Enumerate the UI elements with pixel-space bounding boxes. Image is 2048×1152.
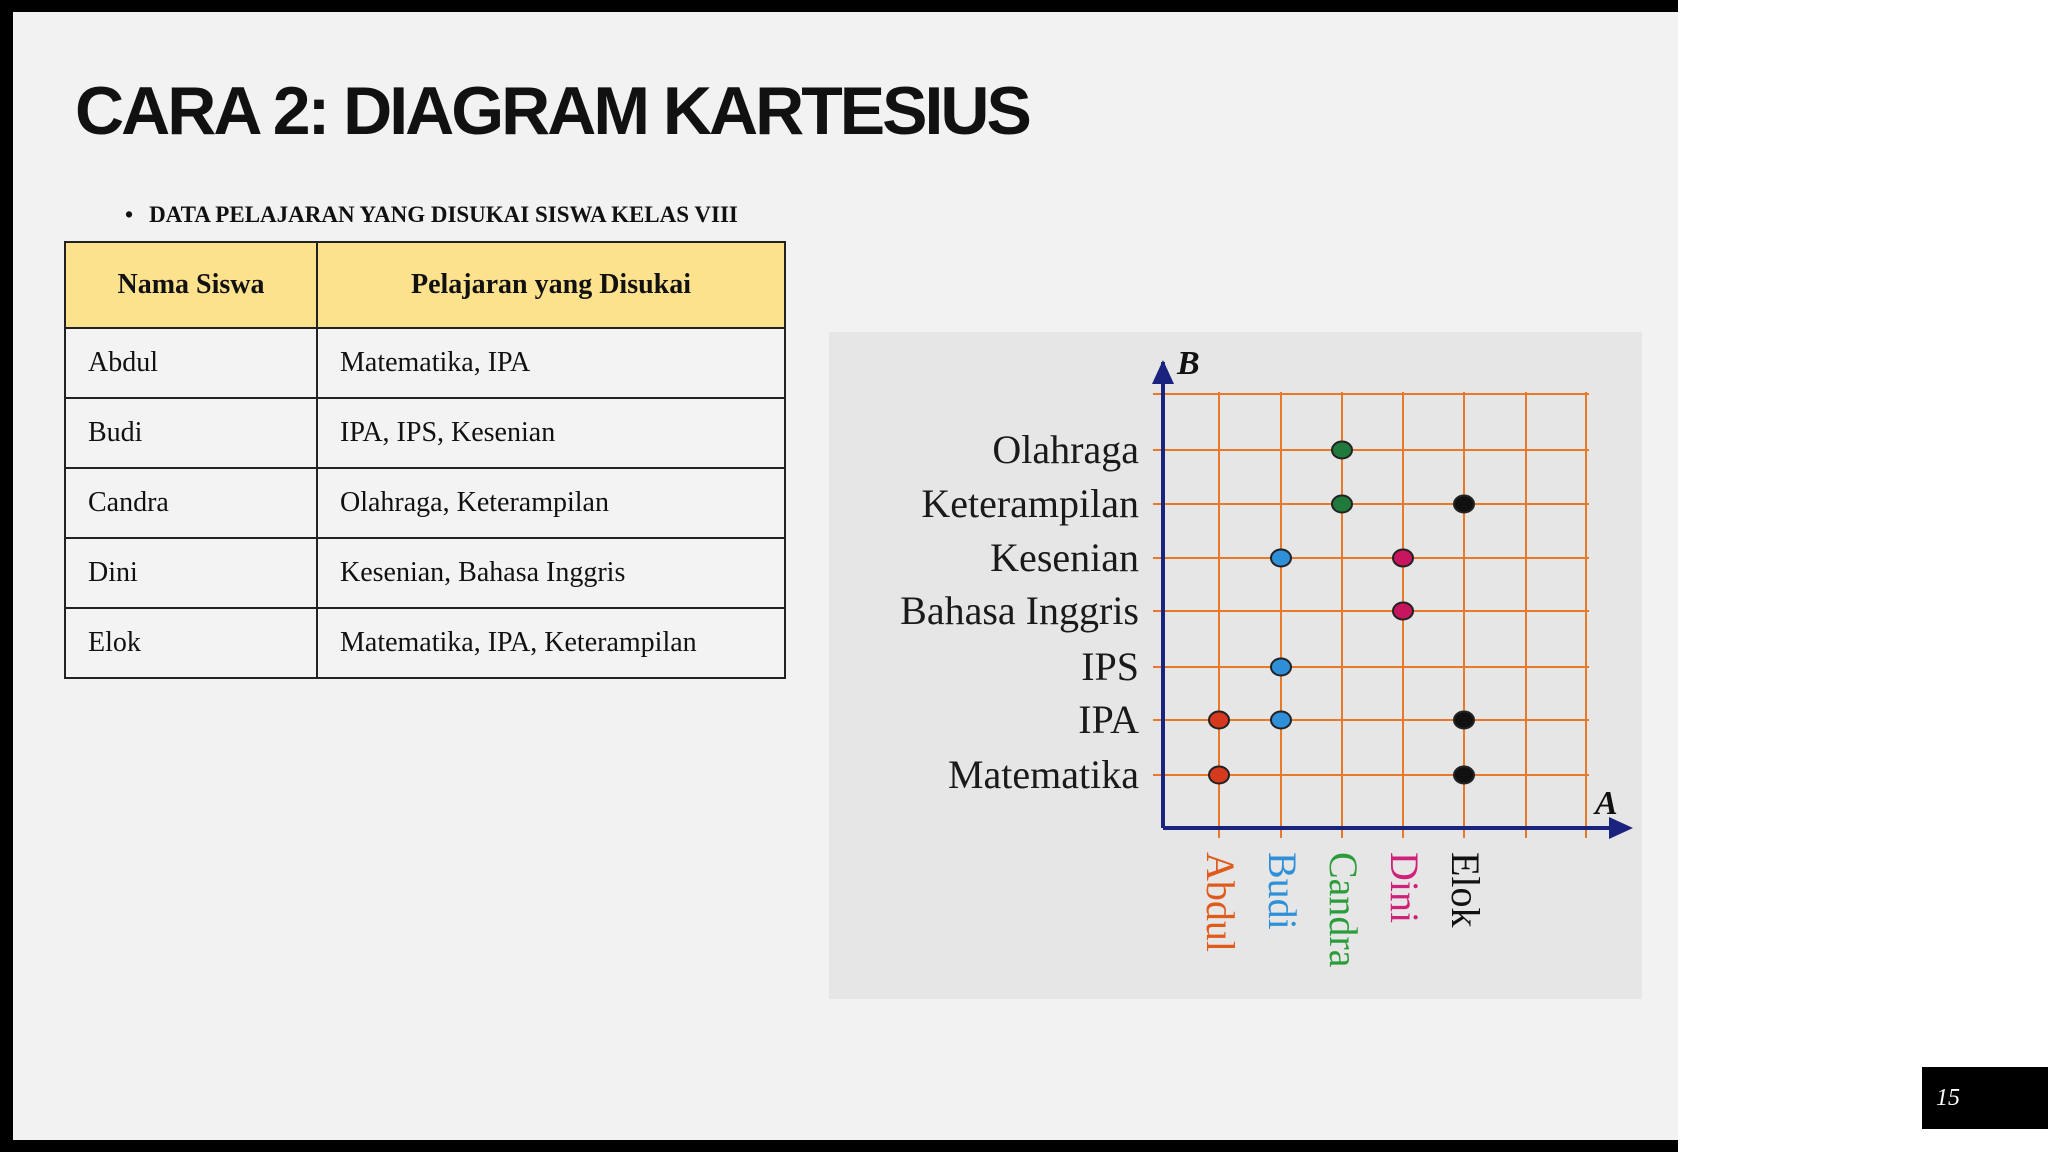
y-axis-arrow-icon — [1152, 360, 1174, 384]
table-cell-subjects: Matematika, IPA — [317, 328, 785, 398]
cartesian-chart — [829, 332, 1642, 999]
data-point — [1454, 712, 1474, 729]
y-tick-label: Olahraga — [992, 427, 1139, 472]
table-cell-name: Abdul — [65, 328, 317, 398]
data-point — [1271, 712, 1291, 729]
table-header-name: Nama Siswa — [65, 242, 317, 328]
data-point — [1393, 550, 1413, 567]
table-row — [65, 328, 785, 398]
y-tick-label: Keterampilan — [921, 481, 1139, 526]
table-row — [65, 608, 785, 678]
table-cell-subjects: IPA, IPS, Kesenian — [317, 398, 785, 468]
x-tick-label: Elok — [1443, 852, 1488, 928]
data-point — [1454, 767, 1474, 784]
table-header-subject: Pelajaran yang Disukai — [317, 242, 785, 328]
table-cell-subjects: Kesenian, Bahasa Inggris — [317, 538, 785, 608]
table-cell-subjects: Olahraga, Keterampilan — [317, 468, 785, 538]
data-table — [64, 241, 786, 679]
table-row — [65, 468, 785, 538]
y-tick-label: IPS — [1081, 644, 1139, 689]
table-row — [65, 398, 785, 468]
table-cell-name: Elok — [65, 608, 317, 678]
y-axis-name: B — [1177, 345, 1200, 382]
chart-svg — [829, 332, 1642, 999]
x-tick-label: Candra — [1321, 852, 1366, 968]
slide-title: CARA 2: DIAGRAM KARTESIUS — [75, 73, 1029, 149]
data-point — [1209, 767, 1229, 784]
x-tick-label: Dini — [1382, 852, 1427, 924]
y-tick-label: Matematika — [947, 752, 1139, 797]
table-row — [65, 538, 785, 608]
x-tick-label: Abdul — [1198, 852, 1243, 952]
data-point — [1393, 603, 1413, 620]
data-point — [1332, 496, 1352, 513]
page-number: 15 — [1922, 1067, 2048, 1129]
table-cell-name: Budi — [65, 398, 317, 468]
table-cell-name: Dini — [65, 538, 317, 608]
bullet-item — [125, 202, 738, 228]
data-point — [1271, 659, 1291, 676]
x-axis-name: A — [1595, 785, 1618, 822]
table-header-row — [65, 242, 785, 328]
data-point — [1271, 550, 1291, 567]
y-tick-label: IPA — [1078, 697, 1139, 742]
table-cell-name: Candra — [65, 468, 317, 538]
y-tick-label: Kesenian — [990, 535, 1139, 580]
data-point — [1332, 442, 1352, 459]
data-point — [1209, 712, 1229, 729]
table-cell-subjects: Matematika, IPA, Keterampilan — [317, 608, 785, 678]
bullet-dot-icon: • — [125, 202, 134, 227]
x-tick-label: Budi — [1260, 852, 1305, 930]
data-point — [1454, 496, 1474, 513]
bullet-text: DATA PELAJARAN YANG DISUKAI SISWA KELAS VIII — [149, 202, 738, 227]
y-tick-label: Bahasa Inggris — [900, 588, 1139, 633]
